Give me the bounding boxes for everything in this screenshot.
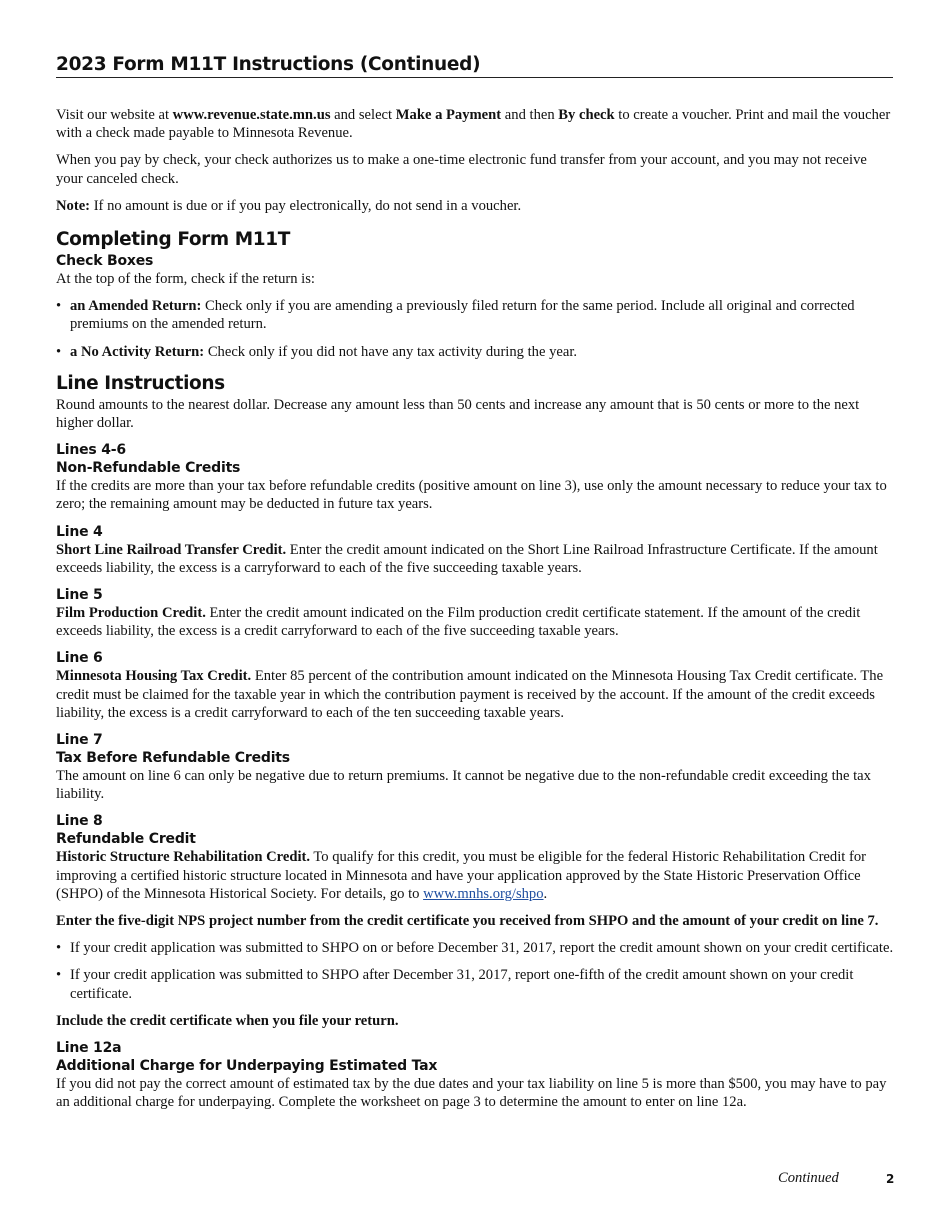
line-7-title: Tax Before Refundable Credits (56, 750, 290, 767)
intro-note (56, 197, 894, 215)
line-7-label: Line 7 (56, 732, 103, 749)
period: . (543, 885, 548, 902)
page-title: 2023 Form M11T Instructions (Continued) (56, 54, 481, 75)
continued-label: Continued (778, 1170, 839, 1186)
bullet-icon: • (56, 343, 62, 360)
intro-paragraph-website (56, 106, 894, 142)
line-8-instruction-bold: Enter the five-digit NPS project number from the credit certificate you received from SHPO and the amount of your credit on line 7. (56, 913, 879, 930)
page-header (56, 54, 893, 78)
bullet-text (70, 297, 894, 333)
bullet-label: a No Activity Return: (70, 343, 205, 360)
bullet-body: Check only if you are amending a previously filed return for the same period. Include all original and corrected premiums on the amended return. (70, 298, 855, 333)
bullet-body: Check only if you did not have any tax activity during the year. (204, 343, 578, 360)
bullet-icon: • (56, 298, 62, 315)
text: Visit our website at (56, 107, 173, 123)
line-5-bold: Film Production Credit. (56, 605, 206, 622)
bullet-before-2017 (56, 939, 894, 957)
line-12a-text: If you did not pay the correct amount of estimated tax by the due dates and your tax liability on line 5 is more than $500, you may have to pay an additional charge for underpaying. Complete the worksheet on page 3 to determine the amount to enter on line 12a. (56, 1076, 887, 1111)
shpo-link[interactable]: www.mnhs.org/shpo (423, 885, 544, 902)
line-4-text (56, 541, 894, 577)
check-boxes-subheading: Check Boxes (56, 253, 154, 270)
line-6-body: Enter 85 percent of the contribution amount indicated on the Minnesota Housing Tax Credit certificate. The credit must be claimed for the taxable year in which the contribution payment is received by the account. If the amount of the credit exceeds liability, the excess is a credit carryforward to each of the ten succeeding taxable years. (56, 668, 884, 721)
line-8-title: Refundable Credit (56, 831, 196, 848)
bullet-icon: • (56, 940, 62, 957)
text: and select (330, 107, 396, 123)
note-label: Note: (56, 197, 91, 214)
line-8-instruction (56, 912, 894, 930)
line-7-text: The amount on line 6 can only be negative due to return premiums. It cannot be negative due to the non-refundable credit exceeding the tax liability. (56, 768, 871, 803)
website-text: www.revenue.state.mn.us (172, 107, 331, 123)
line-6-bold: Minnesota Housing Tax Credit. (56, 668, 252, 685)
line-instructions-text: Round amounts to the nearest dollar. Decrease any amount less than 50 cents and increase any amount that is 50 cents or more to the next higher dollar. (56, 396, 860, 432)
bullet-text: If your credit application was submitted to SHPO on or before December 31, 2017, report the credit amount shown on your credit certificate. (70, 940, 894, 957)
make-a-payment-text: Make a Payment (395, 107, 502, 123)
line-4-bold: Short Line Railroad Transfer Credit. (56, 541, 287, 558)
line-8-body: To qualify for this credit, you must be eligible for the federal Historic Rehabilitation Credit for improving a certified historic structure located in Minnesota and have your application approved by the State Historic Preservation Office (SHPO) of the Minnesota Historical Society. For details, go to (56, 849, 866, 902)
bullet-text: If your credit application was submitted to SHPO after December 31, 2017, report one-fifth of the credit amount shown on your credit certificate. (70, 967, 854, 1002)
document-body (56, 106, 894, 1121)
bullet-text (70, 343, 577, 361)
line-12a-label: Line 12a (56, 1040, 122, 1057)
line-6-text (56, 667, 894, 722)
text: to create a voucher. Print and mail the voucher with a check made payable to Minnesota Revenue. (56, 107, 891, 142)
line-8-bold: Historic Structure Rehabilitation Credit. (56, 849, 311, 866)
check-boxes-text: At the top of the form, check if the return is: (56, 271, 315, 288)
line-8-label: Line 8 (56, 813, 103, 830)
line-5-body: Enter the credit amount indicated on the Film production credit certificate statement. If the amount of the credit exceeds liability, the excess is a credit carryforward to each of the five succeeding taxable years. (56, 605, 861, 640)
include-certificate-bold: Include the credit certificate when you file your return. (56, 1012, 399, 1029)
line-5-label: Line 5 (56, 587, 103, 604)
bullet-amended-return (56, 297, 894, 333)
line-8-text (56, 848, 894, 903)
completing-heading: Completing Form M11T (56, 229, 290, 251)
intro-paragraph-check: When you pay by check, your check authorizes us to make a one-time electronic fund transfer from your account, and you may not receive your canceled check. (56, 152, 867, 187)
non-refundable-credits-text: If the credits are more than your tax before refundable credits (positive amount on line 3), use only the amount necessary to reduce your tax to zero; the remaining amount may be deducted in future tax years. (56, 478, 887, 513)
note-text: If no amount is due or if you pay electronically, do not send in a voucher. (90, 197, 522, 214)
line-4-label: Line 4 (56, 523, 103, 540)
bullet-label: an Amended Return: (70, 298, 202, 315)
non-refundable-credits-title: Non-Refundable Credits (56, 460, 241, 477)
text: and then (501, 107, 559, 123)
line-5-text (56, 604, 894, 640)
line-12a-title: Additional Charge for Underpaying Estimated Tax (56, 1058, 438, 1075)
bullet-after-2017 (56, 966, 894, 1002)
line-instructions-heading: Line Instructions (56, 372, 225, 394)
bullet-no-activity-return (56, 343, 894, 361)
by-check-text: By check (558, 107, 615, 123)
bullet-icon: • (56, 967, 62, 984)
page-number: 2 (886, 1172, 895, 1186)
line-6-label: Line 6 (56, 650, 103, 667)
include-certificate-note (56, 1012, 894, 1030)
lines-4-6-label: Lines 4-6 (56, 442, 126, 459)
line-4-body: Enter the credit amount indicated on the Short Line Railroad Infrastructure Certificate. If the amount exceeds liability, the excess is a carryforward to each of the five succeeding taxable years. (56, 541, 878, 576)
